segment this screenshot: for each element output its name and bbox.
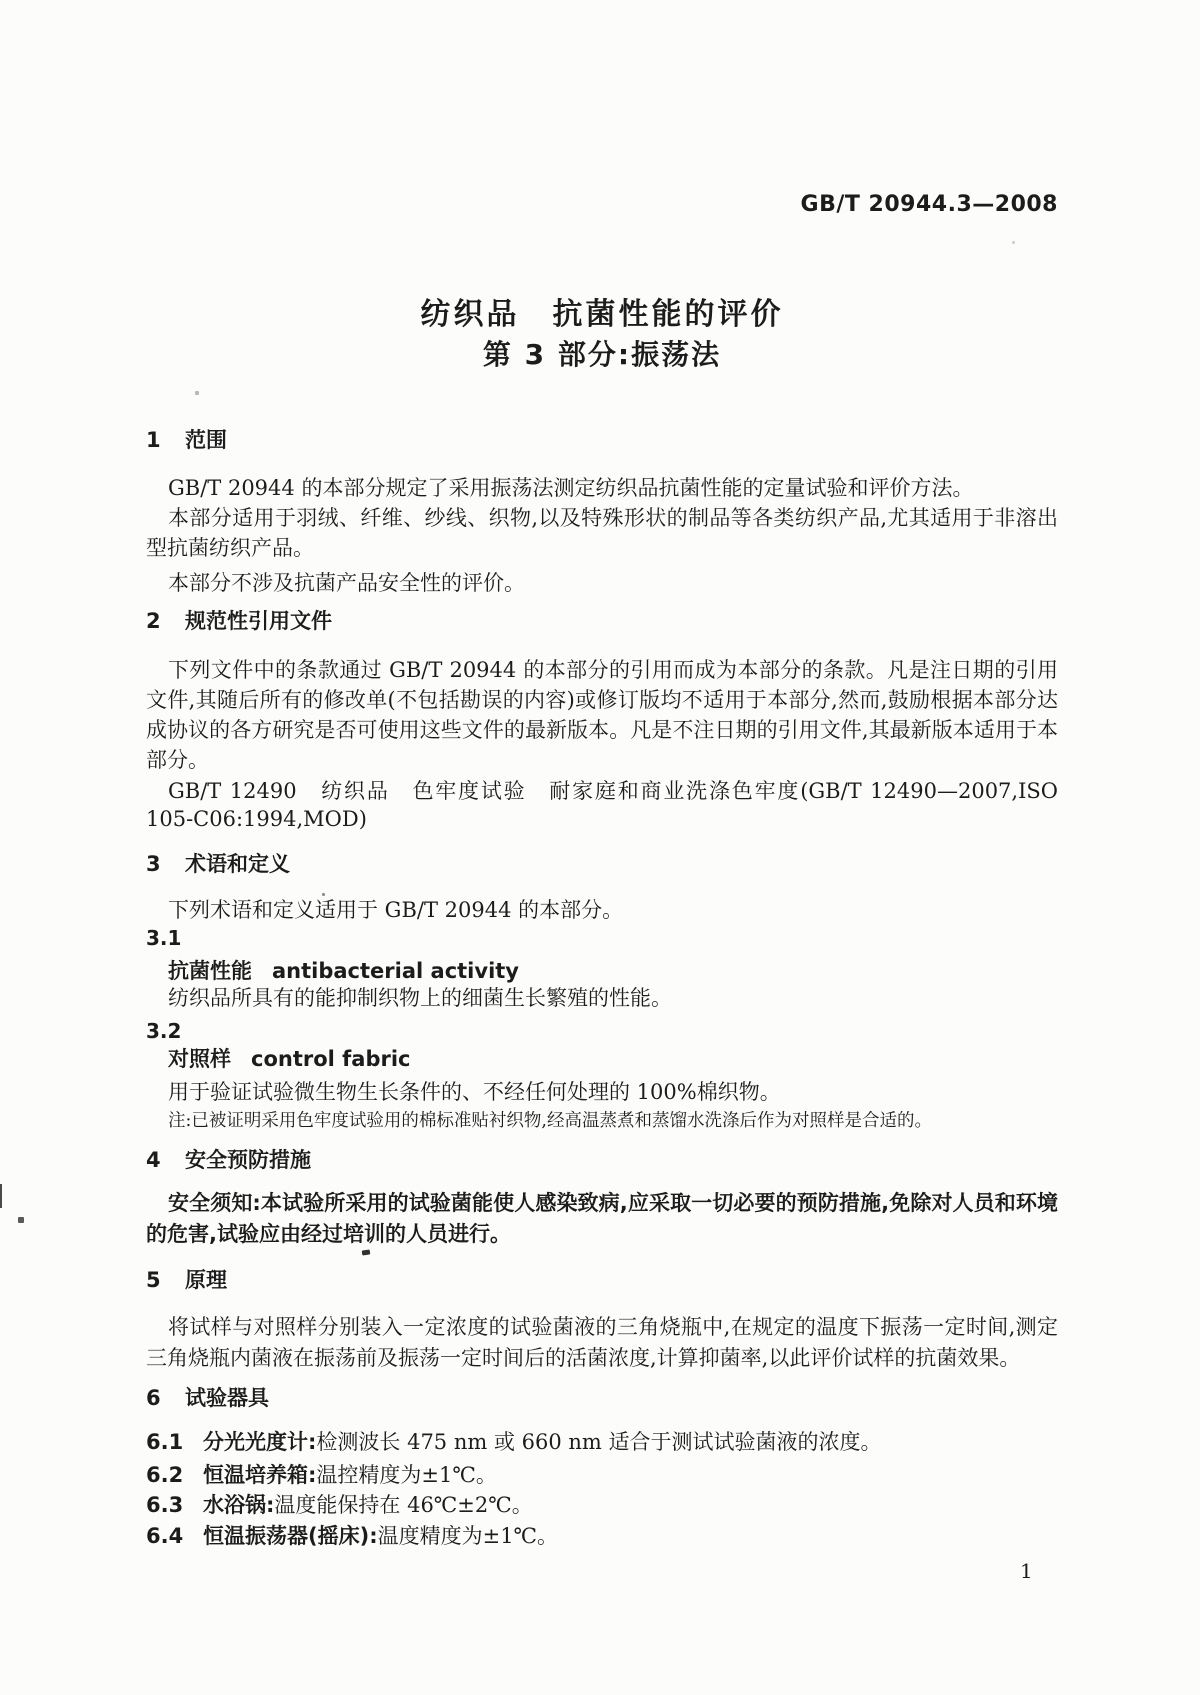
clause-6-4-term: 恒温振荡器(摇床):: [203, 1524, 378, 1548]
section-3-title: 术语和定义: [185, 852, 290, 876]
section-1-heading: [146, 427, 1058, 453]
section-6-title: 试验器具: [185, 1386, 269, 1410]
page-number: 1: [1020, 1559, 1033, 1583]
section-3-number: 3: [146, 852, 161, 876]
section-4-title: 安全预防措施: [185, 1148, 311, 1172]
clause-6-4-text: 温度精度为±1℃。: [377, 1524, 559, 1548]
section-6-heading: [146, 1385, 1058, 1411]
section-3-heading: [146, 851, 1058, 877]
section-4-safety-notice: 安全须知:本试验所采用的试验菌能使人感染致病,应采取一切必要的预防措施,免除对人员和环境的危害,试验应由经过培训的人员进行。: [146, 1191, 1058, 1246]
section-4-number: 4: [146, 1148, 161, 1172]
scan-speck: [362, 1249, 371, 1255]
scan-speck: [322, 893, 325, 896]
clause-6-1-number: 6.1: [146, 1430, 184, 1454]
section-2-paragraph-1: 下列文件中的条款通过 GB/T 20944 的本部分的引用而成为本部分的条款。凡是注日期的引用文件,其随后所有的修改单(不包括勘误的内容)或修订版均不适用于本部分,然而,鼓励根据本部分达成协议的各方研究是否可使用这些文件的最新版本。凡是不注日期的引用文件,其最新版本适用于本部分。: [146, 658, 1058, 772]
section-1-paragraph-1: GB/T 20944 的本部分规定了采用振荡法测定纺织品抗菌性能的定量试验和评价方法。: [168, 476, 974, 500]
clause-6-3: [146, 1491, 1058, 1519]
clause-6-1-term: 分光光度计:: [203, 1430, 317, 1454]
term-3-1-definition: 纺织品所具有的能抑制织物上的细菌生长繁殖的性能。: [168, 986, 672, 1010]
term-3-1-line: [146, 958, 1058, 984]
term-3-1-number: 3.1: [146, 926, 182, 950]
clause-6-3-term: 水浴锅:: [203, 1493, 275, 1517]
section-6-number: 6: [146, 1386, 161, 1410]
clause-6-4: [146, 1522, 1058, 1550]
section-1-title: 范围: [185, 428, 227, 452]
clause-6-4-number: 6.4: [146, 1524, 184, 1548]
section-1-paragraph-3: 本部分不涉及抗菌产品安全性的评价。: [168, 571, 525, 595]
clause-6-2-term: 恒温培养箱:: [203, 1463, 317, 1487]
doc-code: GB/T 20944.3—2008: [800, 192, 1058, 217]
clause-6-2-number: 6.2: [146, 1463, 184, 1487]
section-5-paragraph-1: 将试样与对照样分别装入一定浓度的试验菌液的三角烧瓶中,在规定的温度下振荡一定时间,测定三角烧瓶内菌液在振荡前及振荡一定时间后的活菌浓度,计算抑菌率,以此评价试样的抗菌效果。: [146, 1315, 1058, 1370]
section-1-paragraph-2: 本部分适用于羽绒、纤维、纱线、织物,以及特殊形状的制品等各类纺织产品,尤其适用于非溶出型抗菌纺织产品。: [146, 506, 1058, 560]
section-2-number: 2: [146, 609, 161, 633]
term-3-1-chinese: 抗菌性能: [168, 959, 252, 983]
section-4-heading: [146, 1147, 1058, 1173]
term-3-2-line: [146, 1046, 1058, 1072]
clause-6-1: [146, 1428, 1058, 1456]
section-5-title: 原理: [185, 1268, 227, 1292]
section-5-number: 5: [146, 1268, 161, 1292]
clause-6-2: [146, 1461, 1058, 1489]
term-3-2-english: control fabric: [251, 1047, 411, 1071]
term-3-2-number: 3.2: [146, 1019, 182, 1043]
clause-6-3-number: 6.3: [146, 1493, 184, 1517]
doc-title-line1: 纺织品 抗菌性能的评价: [420, 297, 784, 332]
scan-speck: [18, 1217, 24, 1223]
clause-6-3-text: 温度能保持在 46℃±2℃。: [274, 1493, 533, 1517]
section-2-reference: GB/T 12490 纺织品 色牢度试验 耐家庭和商业洗涤色牢度(GB/T 12490—2007,ISO 105-C06:1994,MOD): [146, 779, 1058, 831]
clause-6-1-text: 检测波长 475 nm 或 660 nm 适合于测试试验菌液的浓度。: [316, 1430, 882, 1454]
doc-title-line2: 第 3 部分:振荡法: [482, 338, 722, 371]
term-3-2-chinese: 对照样: [168, 1047, 231, 1071]
clause-6-2-text: 温控精度为±1℃。: [316, 1463, 497, 1487]
section-5-heading: [146, 1267, 1058, 1293]
scan-speck: [1012, 241, 1015, 244]
scan-speck: [195, 391, 199, 395]
section-1-number: 1: [146, 428, 161, 452]
section-3-intro: 下列术语和定义适用于 GB/T 20944 的本部分。: [168, 898, 624, 922]
term-3-2-definition: 用于验证试验微生物生长条件的、不经任何处理的 100%棉织物。: [168, 1080, 781, 1104]
term-3-2-note: 注:已被证明采用色牢度试验用的棉标准贴衬织物,经高温蒸煮和蒸馏水洗涤后作为对照样是合适的。: [168, 1111, 932, 1131]
section-2-heading: [146, 608, 1058, 634]
section-2-title: 规范性引用文件: [185, 609, 332, 633]
scan-edge-mark: [0, 1184, 2, 1208]
term-3-1-english: antibacterial activity: [272, 959, 519, 983]
